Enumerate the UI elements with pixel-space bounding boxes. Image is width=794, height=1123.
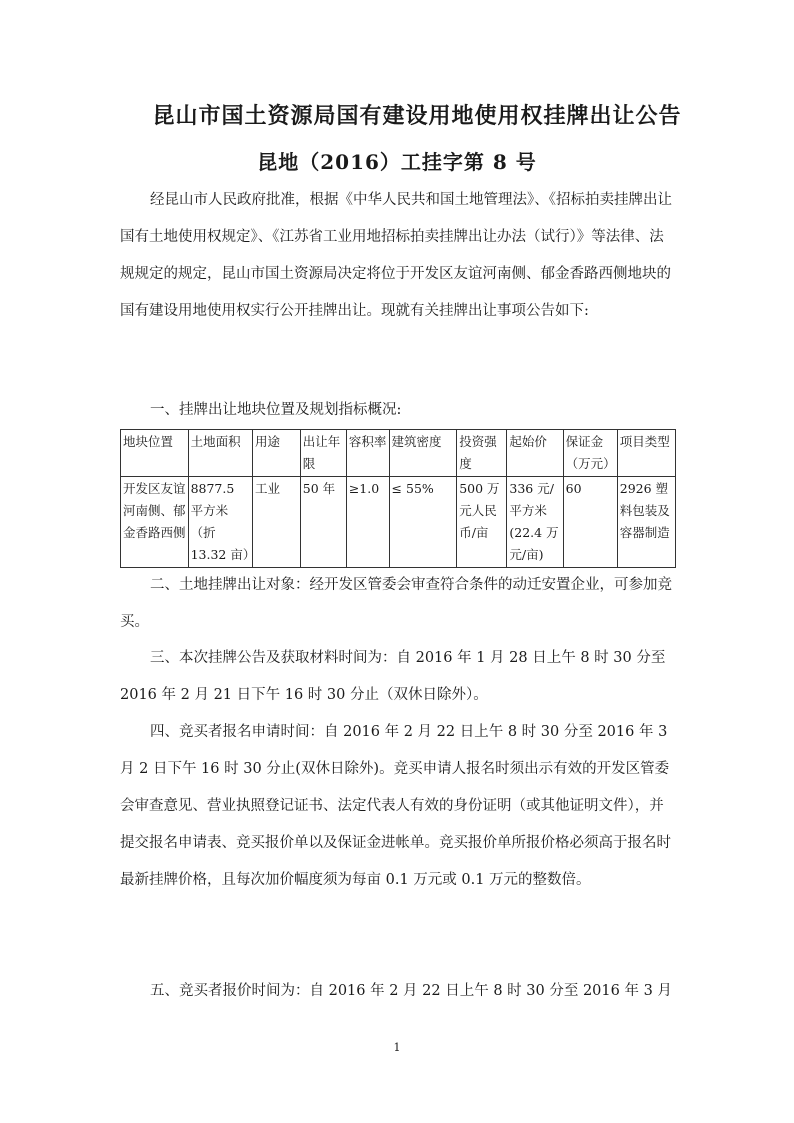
intro-text: 经昆山市人民政府批准，根据《中华人民共和国土地管理法》、《招标拍卖挂牌出让国有土地使用权规定》、《江苏省工业用地招标拍卖挂牌出让办法（试行）》等法律、法规规定的规定，昆山市国土资源局决定将位于开发区友谊河南侧、郁金香路西侧地块的国有建设用地使用权实行公开挂牌出让。现就有关挂牌出让事项公告如下: bbox=[120, 192, 672, 319]
section3-text: 三、本次挂牌公告及获取材料时间为：自 2016 年 1 月 28 日上午 8 时 30 分至 2016 年 2 月 21 日下午 16 时 30 分止（双休日除外）。 bbox=[120, 650, 666, 703]
section4-paragraph bbox=[120, 714, 674, 899]
table-cell: ≤ 55% bbox=[389, 477, 457, 568]
page-number: 1 bbox=[393, 1041, 401, 1054]
section2-text: 二、土地挂牌出让对象：经开发区管委会审查符合条件的动迁安置企业，可参加竞买。 bbox=[120, 577, 672, 630]
header-cell: 项目类型 bbox=[617, 430, 675, 477]
document-title: 昆山市国土资源局国有建设用地使用权挂牌出让公告 bbox=[152, 103, 682, 129]
section1-heading: 一、挂牌出让地块位置及规划指标概况: bbox=[150, 402, 402, 418]
section4-text: 四、竞买者报名申请时间：自 2016 年 2 月 22 日上午 8 时 30 分至 2016 年 3 月 2 日下午 16 时 30 分止(双休日除外)。竞买申请人报名时须出示有效的开发区管委会审查意见、营业执照登记证书、法定代表人有效的身份证明（或其他证明文件），并提交报名申请表、竞买报价单以及保证金进帐单。竞买报价单所报价格必须高于报名时最新挂牌价格，且每次加价幅度须为每亩 0.1 万元或 0.1 万元的整数倍。 bbox=[120, 724, 671, 888]
table-cell: 50 年 bbox=[300, 477, 346, 568]
header-cell: 建筑密度 bbox=[389, 430, 457, 477]
table-cell: 2926 塑料包装及容器制造 bbox=[617, 477, 675, 568]
header-cell: 起始价 bbox=[507, 430, 563, 477]
table-cell: 336 元/平方米(22.4 万元/亩) bbox=[507, 477, 563, 568]
header-cell: 出让年限 bbox=[300, 430, 346, 477]
table-row bbox=[121, 477, 676, 568]
header-cell: 保证金（万元） bbox=[563, 430, 617, 477]
table-cell: ≥1.0 bbox=[346, 477, 389, 568]
plot-table bbox=[120, 429, 676, 568]
header-cell: 土地面积 bbox=[188, 430, 252, 477]
table-cell: 开发区友谊河南侧、郁金香路西侧 bbox=[121, 477, 189, 568]
header-cell: 容积率 bbox=[346, 430, 389, 477]
document-subtitle: 昆地（2016）工挂字第 8 号 bbox=[257, 150, 537, 174]
intro-paragraph bbox=[120, 182, 674, 330]
table-header-row bbox=[121, 430, 676, 477]
table-cell: 500 万元人民币/亩 bbox=[457, 477, 507, 568]
table-cell: 8877.5 平方米（折 13.32 亩） bbox=[188, 477, 252, 568]
section2-paragraph bbox=[120, 567, 674, 641]
table-cell: 工业 bbox=[252, 477, 300, 568]
section5-text: 五、竞买者报价时间为：自 2016 年 2 月 22 日上午 8 时 30 分至 2016 年 3 月 bbox=[150, 983, 672, 999]
header-cell: 用途 bbox=[252, 430, 300, 477]
section5-paragraph bbox=[120, 973, 674, 1010]
header-cell: 投资强度 bbox=[457, 430, 507, 477]
table-cell: 60 bbox=[563, 477, 617, 568]
header-cell: 地块位置 bbox=[121, 430, 189, 477]
section3-paragraph bbox=[120, 640, 674, 714]
